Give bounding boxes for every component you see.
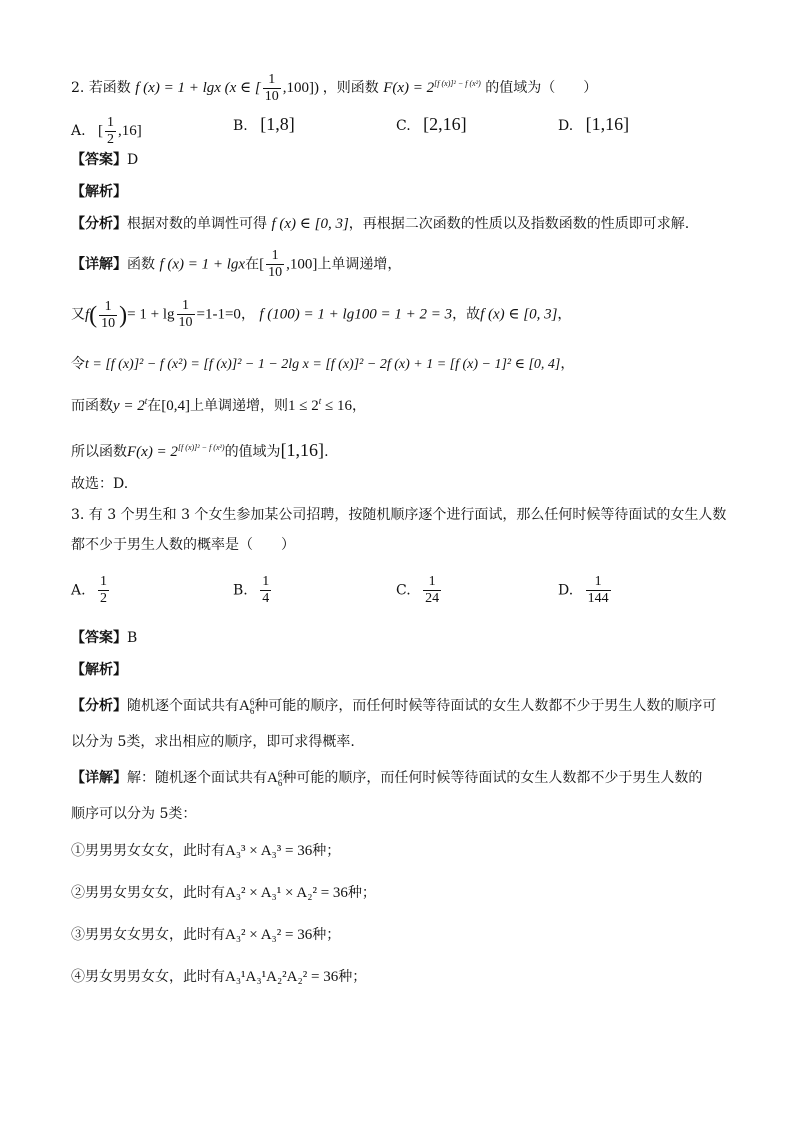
formula-text: 1 ≤ 2: [288, 398, 319, 414]
case-label: ③男男女女男女，此时有: [71, 927, 225, 943]
formula-text: t = [f (x)]² − f (x²) = [f (x)]² − 1 − 2lg x = [f (x)]² − 2f (x) + 1 = [f (x) − 1]² ∈ [0, 4]: [85, 357, 561, 372]
fenxi-text: 随机逐个面试共有: [127, 698, 239, 714]
option-letter: D.: [558, 582, 574, 599]
formula-text: ≤ 16: [325, 398, 353, 414]
select-text: 故选：D.: [71, 476, 129, 492]
perm-sup: 6: [249, 696, 255, 707]
fenxi-label: 【分析】: [71, 698, 127, 714]
case-tail: 种；: [347, 885, 376, 901]
fenxi-text: 以分为 5类，求出相应的顺序，即可求得概率.: [71, 734, 355, 750]
fraction: [423, 574, 441, 607]
formula-text: f (x) ∈ [0, 3]: [480, 306, 558, 323]
answer-label: 【答案】: [71, 152, 127, 168]
formula-text: f (100) = 1 + lg100 = 1 + 2 = 3: [259, 306, 453, 323]
xiangjie-text: ，: [557, 306, 572, 323]
option-letter: B.: [233, 118, 248, 134]
q3-fenxi-2: [71, 732, 355, 752]
option-a: [71, 115, 142, 148]
xiangjie-text: 而函数: [71, 398, 113, 414]
denominator: 144: [587, 591, 609, 606]
case-label: ①男男男女女女，此时有: [71, 843, 225, 859]
permutation: [239, 698, 254, 714]
q2-xiangjie-5: [71, 438, 329, 462]
option-letter: B.: [233, 582, 248, 599]
formula-text: [1,16]: [280, 440, 325, 460]
formula-text: f (x) = 1 + lgx: [159, 256, 246, 273]
stem-text: 若函数: [88, 79, 131, 96]
numerator: 1: [107, 115, 115, 130]
denominator: 10: [178, 315, 193, 330]
numerator: 1: [586, 574, 611, 591]
permutation: [267, 770, 282, 786]
q3-case-2: [71, 883, 376, 903]
formula-text: f (x) ∈ [0, 3]: [271, 216, 349, 232]
xiangjie-text: 又: [71, 306, 85, 323]
stem-text: ，则函数: [322, 79, 379, 96]
numerator: 1: [99, 299, 117, 316]
formula-text: ,100]: [286, 256, 318, 273]
q3-option-d: [558, 574, 613, 607]
formula-text: f (x) = 1 + lgx (x ∈ [: [135, 79, 261, 96]
numerator: 1: [100, 574, 108, 589]
option-letter: D.: [558, 118, 574, 134]
q3-option-b: [233, 574, 273, 607]
q2-select: [71, 474, 128, 494]
stem-text: 的值域为（ ）: [485, 79, 598, 96]
option-letter: A.: [71, 122, 86, 139]
xiangjie-text: 上单调递增，: [317, 256, 402, 273]
q3-xiangjie-1: [71, 768, 702, 788]
q3-stem-line1: [71, 505, 726, 525]
option-letter: C.: [396, 118, 411, 134]
xiangjie-text: 在: [245, 256, 260, 273]
fraction: [263, 72, 281, 105]
analysis-label: 【解析】: [71, 662, 127, 678]
fenxi-text: 根据对数的单调性可得: [127, 216, 267, 232]
formula-text: F(x) = 2: [383, 79, 435, 96]
option-value: [1,16]: [585, 114, 630, 134]
q2-stem: [71, 72, 597, 105]
numerator: 1: [177, 298, 195, 315]
option-letter: C.: [396, 582, 411, 599]
fraction: [177, 298, 195, 331]
denominator: 10: [264, 89, 279, 104]
q2-xiangjie-2: 又f( $\frac{1}{10}$ )= 1 + lg $\frac{1}{10}$ =1-1=0， f (100) = 1 + lg100 = 1 + 2 = 3，故f (x) ∈ [0, 3]，: [71, 298, 572, 331]
option-value: ,16]: [118, 122, 142, 139]
xiangjie-text: 在: [147, 398, 162, 414]
F-formula: [383, 80, 481, 96]
fraction: [586, 574, 611, 607]
fraction: [98, 574, 109, 607]
option-c: [396, 114, 467, 135]
xiangjie-text: 顺序可以分为 5类：: [71, 806, 197, 822]
case-formula: A₃² × A₃¹ × A₂² = 36: [225, 885, 348, 901]
exponent: [f (x)]² − f (x²): [177, 443, 225, 452]
xiangjie-label: 【详解】: [71, 256, 127, 273]
perm-sup: 6: [277, 768, 283, 779]
q2-xiangjie-3: [71, 354, 574, 375]
fraction: [105, 115, 116, 148]
q3-fenxi-1: [71, 696, 716, 716]
case-tail: 种；: [312, 843, 341, 859]
xiangjie-text: 解：随机逐个面试共有: [127, 770, 267, 786]
case-tail: 种；: [312, 927, 341, 943]
fraction: [266, 248, 284, 281]
answer-label: 【答案】: [71, 630, 127, 646]
fenxi-text: ，再根据二次函数的性质以及指数函数的性质即可求解.: [348, 216, 690, 232]
q2-xiangjie-1: 【详解】函数 f (x) = 1 + lgx在[ $\frac{1}{10}$ ,100]上单调递增，: [71, 248, 402, 280]
case-label: ②男男女男女女，此时有: [71, 885, 225, 901]
stem-text: 3. 有 3 个男生和 3 个女生参加某公司招聘，按随机顺序逐个进行面试，那么任何时候等待面试的女生人数: [71, 507, 727, 523]
xiangjie-text: 种可能的顺序，而任何时候等待面试的女生人数都不少于男生人数的: [282, 770, 703, 786]
bracket: [: [98, 122, 104, 139]
option-letter: A.: [71, 582, 86, 599]
xiangjie-text: ，故: [452, 306, 481, 323]
denominator: 2: [107, 132, 115, 147]
xiangjie-label: 【详解】: [71, 770, 127, 786]
case-tail: 种；: [338, 969, 367, 985]
numerator: 1: [263, 72, 281, 89]
formula-text: = 1 + lg: [127, 306, 175, 323]
q3-answer: [71, 628, 137, 648]
q3-stem-line2: [71, 535, 295, 555]
q3-case-4: [71, 967, 366, 987]
exponent: t: [144, 396, 148, 406]
q2-fenxi: [71, 214, 689, 234]
xiangjie-text: 函数: [127, 256, 155, 273]
xiangjie-text: ，: [352, 398, 367, 414]
case-formula: A₃¹A₃¹A₂²A₂² = 36: [225, 969, 339, 985]
formula-text: [0,4]: [161, 398, 191, 414]
answer-value: D: [127, 152, 139, 168]
denominator: 2: [100, 591, 108, 606]
numerator: 1: [423, 574, 441, 591]
perm-symbol: A: [267, 770, 278, 786]
denominator: 10: [268, 265, 283, 280]
exponent: t: [318, 396, 322, 406]
fenxi-label: 【分析】: [71, 216, 127, 232]
formula-text: y = 2: [113, 398, 145, 414]
formula-text: =1-1=0: [196, 306, 241, 323]
formula-text: F(x) = 2: [127, 444, 178, 460]
case-formula: A₃³ × A₃³ = 36: [225, 843, 313, 859]
fraction: [99, 299, 117, 332]
xiangjie-text: 令: [71, 356, 85, 372]
denominator: 24: [425, 591, 440, 606]
analysis-label: 【解析】: [71, 184, 127, 200]
stem-text: 都不少于男生人数的概率是（ ）: [71, 537, 295, 553]
q3-analysis-heading: [71, 660, 127, 680]
exponent: [f (x)]² − f (x²): [434, 78, 481, 88]
q3-option-c: [396, 574, 443, 607]
q2-analysis-heading: [71, 182, 127, 202]
numerator: 1: [266, 248, 284, 265]
option-b: [233, 114, 295, 135]
perm-sub: 6: [277, 777, 283, 788]
numerator: 1: [262, 574, 270, 589]
option-d: [558, 114, 629, 135]
question-number: 2.: [71, 79, 85, 96]
denominator: 4: [262, 591, 270, 606]
denominator: 10: [101, 315, 116, 331]
q3-case-3: [71, 925, 340, 945]
answer-value: B: [127, 630, 138, 646]
fenxi-text: 种可能的顺序，而任何时候等待面试的女生人数都不少于男生人数的顺序可: [254, 698, 717, 714]
option-value: [2,16]: [423, 114, 467, 134]
stem-formula: [135, 72, 322, 104]
case-formula: A₃² × A₃² = 36: [225, 927, 313, 943]
case-label: ④男女男男女女，此时有: [71, 969, 225, 985]
option-value: [1,8]: [260, 114, 295, 134]
xiangjie-text: 所以函数: [71, 444, 127, 460]
fraction: [260, 574, 271, 607]
xiangjie-text: 上单调递增，则: [190, 398, 289, 414]
q2-answer: [71, 150, 138, 170]
xiangjie-text: .: [324, 444, 329, 460]
q2-xiangjie-4: [71, 396, 366, 416]
xiangjie-text: ，: [240, 306, 255, 323]
xiangjie-text: ，: [560, 356, 575, 372]
q3-case-1: [71, 841, 340, 861]
formula-text: ,100]): [282, 79, 319, 96]
xiangjie-text: 的值域为: [224, 444, 281, 460]
q3-option-a: [71, 574, 111, 607]
q3-xiangjie-2: [71, 804, 196, 824]
perm-sub: 6: [249, 705, 255, 716]
perm-symbol: A: [239, 698, 250, 714]
